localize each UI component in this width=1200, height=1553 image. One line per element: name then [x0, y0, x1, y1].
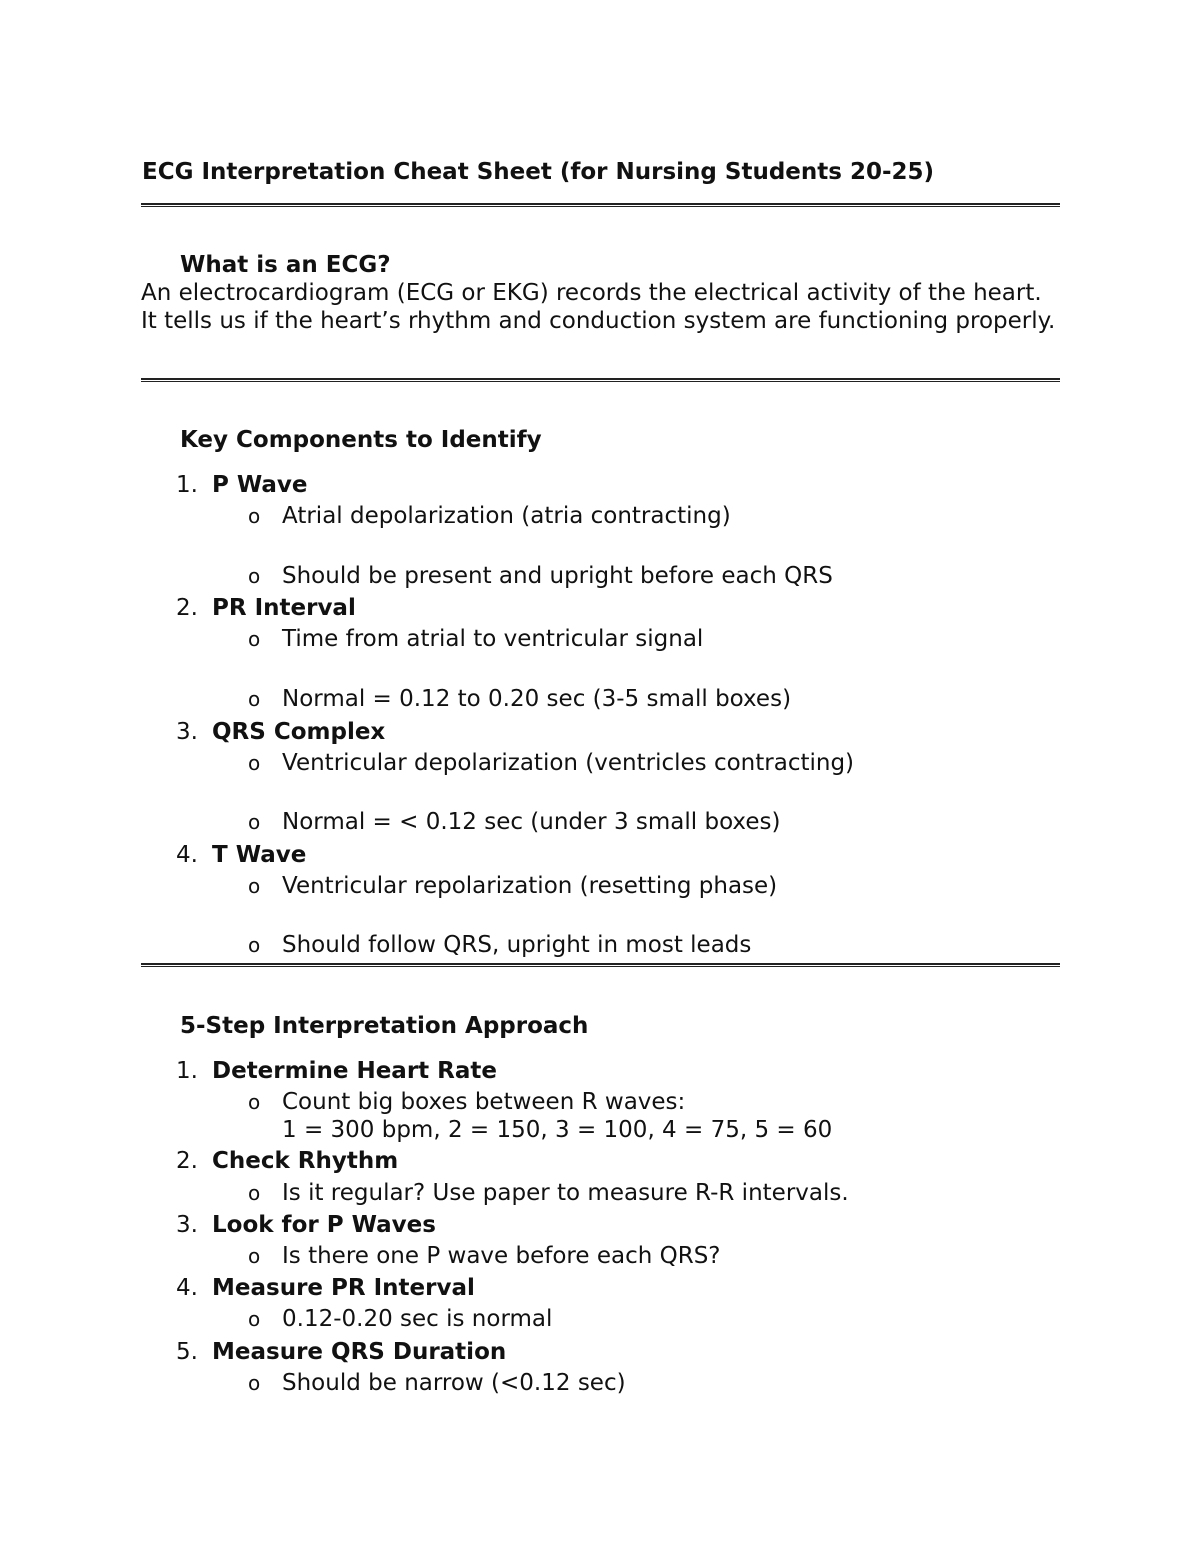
list-item-number: 3. QRS Complex — [176, 719, 386, 745]
bullet-item: o Should be narrow (<0.12 sec) — [248, 1370, 626, 1396]
components-heading: Key Components to Identify — [180, 427, 542, 453]
bullet-icon: o — [248, 751, 261, 775]
what-is-heading: What is an ECG? — [180, 252, 391, 278]
approach-heading: 5-Step Interpretation Approach — [180, 1013, 589, 1039]
list-item-number: 1. P Wave — [176, 472, 308, 498]
bullet-icon: o — [248, 1181, 261, 1205]
list-item-label: QRS Complex — [212, 719, 386, 745]
list-item-number: 4. T Wave — [176, 842, 307, 868]
list-item-number: 2. PR Interval — [176, 595, 356, 621]
bullet-icon: o — [248, 810, 261, 834]
bullet-icon: o — [248, 687, 261, 711]
bullet-item: o Is there one P wave before each QRS? — [248, 1243, 721, 1269]
list-item-number: 3. Look for P Waves — [176, 1212, 436, 1238]
bullet-icon: o — [248, 933, 261, 957]
bullet-item: o Should follow QRS, upright in most leads — [248, 932, 752, 958]
list-item-label: Check Rhythm — [212, 1148, 399, 1174]
list-item-label: PR Interval — [212, 595, 356, 621]
bullet-icon: o — [248, 627, 261, 651]
bullet-icon: o — [248, 1244, 261, 1268]
bullet-icon: o — [248, 1307, 261, 1331]
list-item-number: 2. Check Rhythm — [176, 1148, 399, 1174]
bullet-item: o Time from atrial to ventricular signal — [248, 626, 704, 652]
section-divider — [141, 963, 1060, 967]
bullet-icon: o — [248, 504, 261, 528]
section-divider — [141, 378, 1060, 382]
bullet-item: o Ventricular repolarization (resetting phase) — [248, 873, 778, 899]
bullet-item: o Normal = < 0.12 sec (under 3 small boxes) — [248, 809, 781, 835]
list-item-label: Look for P Waves — [212, 1212, 436, 1238]
list-item-number: 5. Measure QRS Duration — [176, 1339, 507, 1365]
bullet-item: o Normal = 0.12 to 0.20 sec (3-5 small boxes) — [248, 686, 792, 712]
list-item-label: P Wave — [212, 472, 308, 498]
bullet-item: o 0.12-0.20 sec is normal — [248, 1306, 553, 1332]
list-item-label: Determine Heart Rate — [212, 1058, 497, 1084]
bullet-item: o Atrial depolarization (atria contracting) — [248, 503, 731, 529]
bullet-item: o Ventricular depolarization (ventricles contracting) — [248, 750, 855, 776]
list-item-number: 4. Measure PR Interval — [176, 1275, 475, 1301]
bullet-item: o Is it regular? Use paper to measure R-R intervals. — [248, 1180, 849, 1206]
bullet-icon: o — [248, 1090, 261, 1114]
list-item-label: T Wave — [212, 842, 307, 868]
bullet-item: o Count big boxes between R waves: — [248, 1089, 686, 1115]
what-is-body: An electrocardiogram (ECG or EKG) records the electrical activity of the heart. It tells us if the heart’s rhythm and conduction system are functioning properly. — [141, 280, 1056, 334]
document-title: ECG Interpretation Cheat Sheet (for Nursing Students 20-25) — [142, 159, 935, 185]
list-item-label: Measure QRS Duration — [212, 1339, 507, 1365]
list-item-number: 1. Determine Heart Rate — [176, 1058, 497, 1084]
bullet-continuation: 1 = 300 bpm, 2 = 150, 3 = 100, 4 = 75, 5 = 60 — [282, 1117, 833, 1143]
bullet-item: o Should be present and upright before each QRS — [248, 563, 833, 589]
section-divider — [141, 203, 1060, 207]
bullet-icon: o — [248, 874, 261, 898]
bullet-icon: o — [248, 1371, 261, 1395]
list-item-label: Measure PR Interval — [212, 1275, 475, 1301]
bullet-icon: o — [248, 564, 261, 588]
